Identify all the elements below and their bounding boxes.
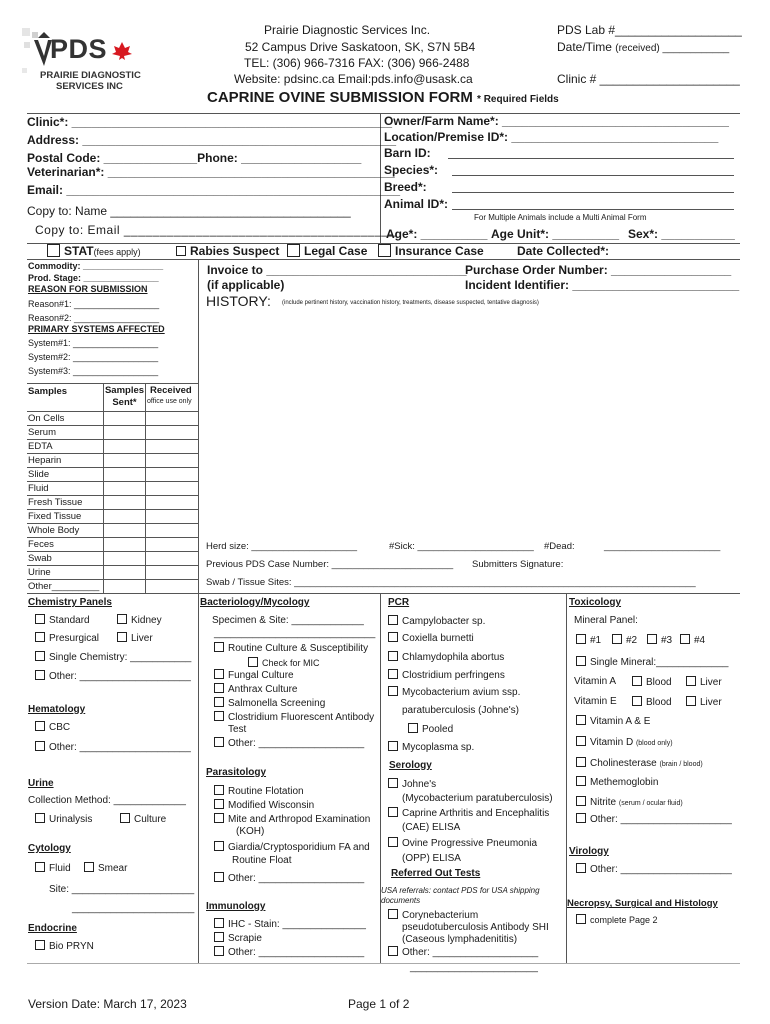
- invoice-to-field[interactable]: Invoice to ______________________________: [207, 263, 467, 277]
- single-mineral-checkbox[interactable]: Single Mineral:_____________: [576, 656, 728, 668]
- clinic-number-field[interactable]: Clinic # _____________________: [557, 72, 740, 86]
- corynebacterium-checkbox[interactable]: Corynebacterium: [388, 909, 478, 921]
- single-chemistry-checkbox[interactable]: Single Chemistry: ___________: [35, 651, 191, 663]
- collection-method-field[interactable]: Collection Method: _____________: [28, 795, 186, 806]
- endocrine-heading: Endocrine: [28, 923, 77, 934]
- scrapie-checkbox[interactable]: Scrapie: [214, 932, 262, 944]
- org-phone: TEL: (306) 966-7316 FAX: (306) 966-2488: [244, 56, 470, 70]
- animal-id-label: Animal ID*:: [384, 197, 449, 211]
- serology-other-checkbox[interactable]: Other: ___________________: [388, 946, 538, 958]
- immunology-heading: Immunology: [206, 901, 266, 912]
- mite-exam-line2: (KOH): [236, 826, 265, 837]
- sample-row[interactable]: On Cells: [27, 411, 198, 425]
- toxicology-heading: Toxicology: [569, 597, 622, 608]
- necropsy-heading: Necropsy, Surgical and Histology: [567, 898, 718, 909]
- reason-1-field[interactable]: Reason#1: _________________: [28, 299, 160, 309]
- fungal-culture-checkbox[interactable]: Fungal Culture: [214, 669, 294, 681]
- vitamin-ae-checkbox[interactable]: Vitamin A & E: [576, 715, 650, 727]
- samples-sent-column-header: Samples Sent*: [104, 385, 145, 408]
- sample-row[interactable]: Fluid: [27, 481, 198, 495]
- pcr-heading: PCR: [388, 597, 410, 608]
- herd-size-field[interactable]: Herd size: ____________________: [206, 541, 358, 552]
- mineral-1-checkbox[interactable]: #1: [576, 634, 601, 646]
- mineral-3-checkbox[interactable]: #3: [647, 634, 672, 646]
- cae-elisa-checkbox[interactable]: Caprine Arthritis and Encephalitis: [388, 807, 549, 819]
- clinic-field[interactable]: Clinic*: ________________________________________________: [27, 115, 393, 129]
- postal-phone-field[interactable]: Postal Code: ______________Phone: __________________: [27, 151, 362, 165]
- previous-case-field[interactable]: Previous PDS Case Number: _______________________: [206, 559, 454, 570]
- copy-email-field[interactable]: Copy to: Email ______________________________________: [35, 223, 397, 237]
- paratb-label: paratuberculosis (Johne's): [402, 705, 519, 716]
- standard-checkbox[interactable]: Standard: [35, 614, 90, 626]
- legal-case-checkbox[interactable]: Legal Case: [287, 244, 367, 258]
- sample-row[interactable]: EDTA: [27, 439, 198, 453]
- cbc-checkbox[interactable]: CBC: [35, 721, 70, 733]
- corynebacterium-line3: (Caseous lymphadenititis): [402, 934, 518, 945]
- age-unit-field[interactable]: Age Unit*: __________: [491, 227, 620, 241]
- org-name: Prairie Diagnostic Services Inc.: [264, 23, 431, 37]
- clostridium-fa-line2: Test: [228, 724, 247, 735]
- dead-field[interactable]: ______________________: [604, 541, 721, 552]
- system-2-field[interactable]: System#2: _________________: [28, 352, 159, 362]
- mic-checkbox[interactable]: Check for MIC: [248, 657, 320, 668]
- veterinarian-field[interactable]: Veterinarian*: ___________________________________________: [27, 165, 395, 179]
- referred-out-heading: Referred Out Tests: [391, 868, 481, 879]
- giardia-line2: Routine Float: [232, 855, 292, 866]
- received-column-header: Received: [150, 385, 192, 396]
- corynebacterium-line2: pseudotuberculosis Antibody SHI: [402, 922, 549, 933]
- history-note: (include pertinent history, vaccination history, treatments, disease suspected, tentative diagnosis): [282, 300, 539, 306]
- sample-row[interactable]: Serum: [27, 425, 198, 439]
- location-field[interactable]: Location/Premise ID*: _______________________________: [384, 130, 719, 144]
- insurance-case-checkbox[interactable]: Insurance Case: [378, 244, 484, 258]
- modified-wisconsin-checkbox[interactable]: Modified Wisconsin: [214, 799, 314, 811]
- urine-culture-checkbox[interactable]: Culture: [120, 813, 166, 825]
- bioprtn-checkbox[interactable]: Bio PRYN: [35, 940, 94, 952]
- page-number: Page 1 of 2: [348, 997, 410, 1011]
- urine-heading: Urine: [28, 778, 54, 789]
- usa-referral-note: USA referrals: contact PDS for USA shipping documents: [381, 886, 540, 905]
- anthrax-culture-checkbox[interactable]: Anthrax Culture: [214, 683, 297, 695]
- salmonella-checkbox[interactable]: Salmonella Screening: [214, 697, 325, 709]
- campylobacter-checkbox[interactable]: Campylobacter sp.: [388, 615, 485, 627]
- sample-row[interactable]: Fixed Tissue: [27, 509, 198, 523]
- history-label: HISTORY:: [206, 293, 271, 309]
- sample-row[interactable]: Other_________: [27, 579, 198, 593]
- hematology-heading: Hematology: [28, 704, 86, 715]
- specimen-site-line[interactable]: _____________________________: [214, 628, 376, 639]
- giardia-checkbox[interactable]: Giardia/Cryptosporidium FA and: [214, 841, 370, 853]
- cytology-site-field[interactable]: Site: ______________________: [49, 884, 195, 895]
- parasitology-heading: Parasitology: [206, 767, 267, 778]
- vitamin-a-label: Vitamin A: [574, 676, 617, 687]
- urinalysis-checkbox[interactable]: Urinalysis: [35, 813, 92, 825]
- liver-checkbox[interactable]: Liver: [117, 632, 153, 644]
- sample-row[interactable]: Whole Body: [27, 523, 198, 537]
- signature-label: Submitters Signature:: [472, 559, 564, 570]
- datetime-label: Date/Time (received) ____________: [557, 40, 730, 54]
- vitamin-e-label: Vitamin E: [574, 696, 617, 707]
- logo-line-1: PRAIRIE DIAGNOSTIC: [40, 70, 141, 81]
- systems-heading: PRIMARY SYSTEMS AFFECTED: [28, 324, 165, 334]
- bacteriology-other-checkbox[interactable]: Other: ___________________: [214, 737, 364, 749]
- mite-exam-checkbox[interactable]: Mite and Arthropod Examination: [214, 813, 370, 825]
- copy-name-field[interactable]: Copy to: Name ____________________________________: [27, 204, 351, 218]
- vitamin-d-checkbox[interactable]: Vitamin D (blood only): [576, 736, 673, 748]
- cae-elisa-line2: (CAE) ELISA: [402, 822, 461, 833]
- history-area[interactable]: [206, 312, 736, 534]
- reason-2-field[interactable]: Reason#2: _________________: [28, 313, 160, 323]
- chemistry-heading: Chemistry Panels: [28, 597, 112, 608]
- cholinesterase-checkbox[interactable]: Cholinesterase (brain / blood): [576, 757, 703, 769]
- sample-row[interactable]: Fresh Tissue: [27, 495, 198, 509]
- presurgical-checkbox[interactable]: Presurgical: [35, 632, 99, 644]
- clostridium-perfringens-checkbox[interactable]: Clostridium perfringens: [388, 669, 505, 681]
- coxiella-checkbox[interactable]: Coxiella burnetti: [388, 632, 474, 644]
- system-1-field[interactable]: System#1: _________________: [28, 338, 159, 348]
- sick-field[interactable]: #Sick: ______________________: [389, 541, 534, 552]
- swab-sites-field[interactable]: Swab / Tissue Sites: ____________________________________________________________________________: [206, 577, 696, 588]
- system-3-field[interactable]: System#3: _________________: [28, 366, 159, 376]
- po-number-field[interactable]: Purchase Order Number: __________________: [465, 263, 732, 277]
- logo: [22, 28, 142, 98]
- owner-field[interactable]: Owner/Farm Name*: __________________________________: [384, 114, 729, 128]
- mycobacterium-checkbox[interactable]: Mycobacterium avium ssp.: [388, 686, 520, 698]
- serology-other-line[interactable]: _______________________: [410, 962, 538, 973]
- vitamin-e-liver-checkbox[interactable]: Liver: [686, 696, 722, 708]
- routine-culture-checkbox[interactable]: Routine Culture & Susceptibility: [214, 642, 368, 654]
- age-field[interactable]: Age*: __________: [386, 227, 488, 241]
- nitrite-checkbox[interactable]: Nitrite (serum / ocular fluid): [576, 796, 683, 808]
- multi-animal-note: For Multiple Animals include a Multi Animal Form: [474, 213, 647, 222]
- opp-elisa-line2: (OPP) ELISA: [402, 853, 461, 864]
- chemistry-other-checkbox[interactable]: Other: ____________________: [35, 670, 191, 682]
- email-field[interactable]: Email: __________________________________________________: [27, 183, 401, 197]
- virology-heading: Virology: [569, 846, 609, 857]
- sample-row[interactable]: Feces: [27, 537, 198, 551]
- cytology-site-line[interactable]: ______________________: [72, 903, 195, 914]
- species-label: Species*:: [384, 163, 439, 177]
- complete-page2-checkbox[interactable]: complete Page 2: [576, 914, 658, 925]
- office-use-note: office use only: [147, 398, 192, 405]
- version-date: Version Date: March 17, 2023: [28, 997, 187, 1011]
- toxicology-other-checkbox[interactable]: Other: ____________________: [576, 813, 732, 825]
- specimen-site-field[interactable]: Specimen & Site: _____________: [212, 615, 364, 626]
- org-address: 52 Campus Drive Saskatoon, SK, S7N 5B4: [245, 40, 476, 54]
- address-field[interactable]: Address: _______________________________________________: [27, 133, 397, 147]
- bacteriology-heading: Bacteriology/Mycology: [200, 597, 310, 608]
- kidney-checkbox[interactable]: Kidney: [117, 614, 162, 626]
- sample-row[interactable]: Swab: [27, 551, 198, 565]
- vitamin-a-liver-checkbox[interactable]: Liver: [686, 676, 722, 688]
- mineral-4-checkbox[interactable]: #4: [680, 634, 705, 646]
- barn-label: Barn ID:: [384, 146, 431, 160]
- immunology-other-checkbox[interactable]: Other: ___________________: [214, 946, 364, 958]
- clostridium-fa-checkbox[interactable]: Clostridium Fluorescent Antibody: [214, 711, 374, 723]
- commodity-field[interactable]: Commodity: ________________: [28, 261, 164, 271]
- cytology-smear-checkbox[interactable]: Smear: [84, 862, 127, 874]
- incident-id-field[interactable]: Incident Identifier: _________________________: [465, 278, 740, 292]
- logo-mark-text: PDS: [50, 34, 108, 64]
- sample-row[interactable]: Heparin: [27, 453, 198, 467]
- virology-other-checkbox[interactable]: Other: ____________________: [576, 863, 732, 875]
- org-web: Website: pdsinc.ca Email:pds.info@usask.ca: [234, 72, 473, 86]
- dead-label: #Dead:: [544, 541, 575, 552]
- serology-heading: Serology: [389, 760, 432, 771]
- vitamin-e-blood-checkbox[interactable]: Blood: [632, 696, 672, 708]
- johnes-line2: (Mycobacterium paratuberculosis): [402, 793, 553, 804]
- mycoplasma-checkbox[interactable]: Mycoplasma sp.: [388, 741, 474, 753]
- vitamin-a-blood-checkbox[interactable]: Blood: [632, 676, 672, 688]
- mineral-panel-label: Mineral Panel:: [574, 615, 638, 626]
- stat-checkbox[interactable]: STAT(fees apply): [47, 244, 141, 258]
- sex-field[interactable]: Sex*: ___________: [628, 227, 735, 241]
- opp-elisa-checkbox[interactable]: Ovine Progressive Pneumonia: [388, 837, 537, 849]
- form-title: CAPRINE OVINE SUBMISSION FORM * Required Fields: [207, 89, 559, 106]
- reason-heading: REASON FOR SUBMISSION: [28, 284, 148, 294]
- breed-label: Breed*:: [384, 180, 427, 194]
- routine-flotation-checkbox[interactable]: Routine Flotation: [214, 785, 304, 797]
- if-applicable-label: (if applicable): [207, 278, 285, 292]
- methemoglobin-checkbox[interactable]: Methemoglobin: [576, 776, 658, 788]
- date-collected-field[interactable]: Date Collected*:: [517, 244, 610, 258]
- lab-number-field[interactable]: PDS Lab #___________________: [557, 23, 742, 37]
- mineral-2-checkbox[interactable]: #2: [612, 634, 637, 646]
- parasitology-other-checkbox[interactable]: Other: ___________________: [214, 872, 364, 884]
- rabies-checkbox[interactable]: Rabies Suspect: [176, 244, 279, 258]
- prod-stage-field[interactable]: Prod. Stage: _______________: [28, 273, 159, 283]
- cytology-fluid-checkbox[interactable]: Fluid: [35, 862, 71, 874]
- cytology-heading: Cytology: [28, 843, 71, 854]
- chlamydophila-checkbox[interactable]: Chlamydophila abortus: [388, 651, 504, 663]
- johnes-checkbox[interactable]: Johne's: [388, 778, 436, 790]
- logo-line-2: SERVICES INC: [56, 81, 123, 92]
- samples-column-header: Samples: [28, 386, 68, 397]
- hematology-other-checkbox[interactable]: Other: ____________________: [35, 741, 191, 753]
- ihc-stain-checkbox[interactable]: IHC - Stain: _______________: [214, 918, 366, 930]
- sample-row[interactable]: Urine: [27, 565, 198, 579]
- sample-row[interactable]: Slide: [27, 467, 198, 481]
- pooled-checkbox[interactable]: Pooled: [408, 723, 453, 735]
